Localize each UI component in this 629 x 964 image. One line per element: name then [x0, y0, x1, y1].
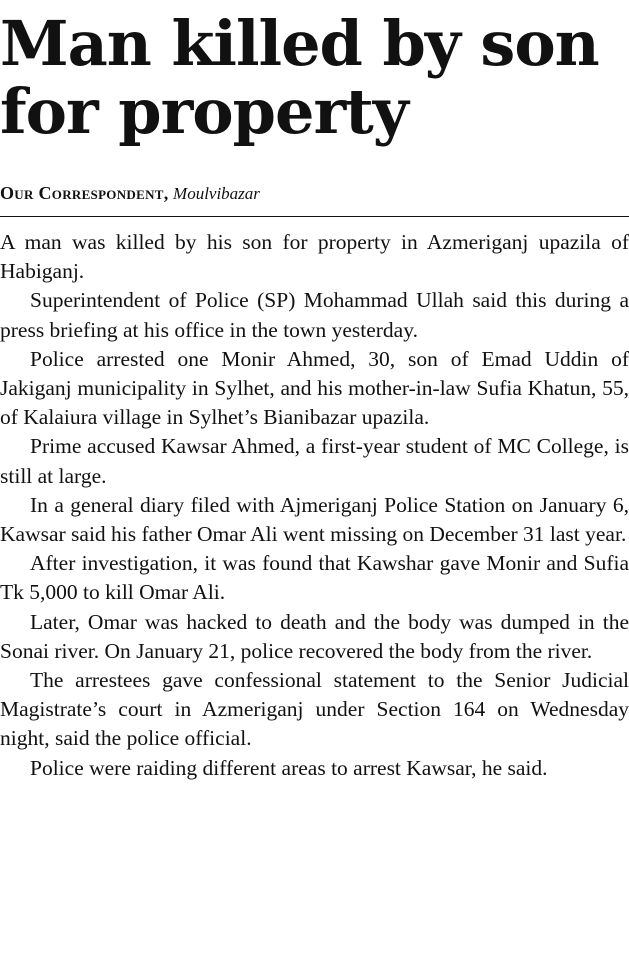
paragraph-1: A man was killed by his son for property in Azmeriganj upazila of Habiganj. [0, 230, 629, 284]
paragraph-8: The arrestees gave confessional statement to the Senior Judicial Magistrate’s court in Azmeriganj under Section 164 on Wednesday night, said the police official. [0, 668, 629, 751]
article-body [0, 228, 629, 783]
paragraph-2: Superintendent of Police (SP) Mohammad Ullah said this during a press briefing at his office in the town yesterday. [0, 288, 629, 342]
byline [0, 182, 260, 205]
headline-line-2: for property [0, 75, 408, 148]
paragraph-9: Police were raiding different areas to arrest Kawsar, he said. [30, 755, 548, 780]
paragraph-4: Prime accused Kawsar Ahmed, a first-year student of MC College, is still at large. [0, 434, 629, 488]
byline-author: Our Correspondent, [0, 183, 169, 203]
paragraph-7: Later, Omar was hacked to death and the body was dumped in the Sonai river. On January 21, police recovered the body from the river. [0, 609, 629, 663]
headline-line-1: Man killed by son [0, 7, 599, 80]
paragraph-5: In a general diary filed with Ajmeriganj Police Station on January 6, Kawsar said his father Omar Ali went missing on December 31 last year. [0, 492, 629, 547]
paragraph-3: Police arrested one Monir Ahmed, 30, son of Emad Uddin of Jakiganj municipality in Sylhet, and his mother-in-law Sufia Khatun, 55, of Kalaiura village in Sylhet’s Bianibazar upazila. [0, 346, 629, 430]
byline-location: Moulvibazar [173, 184, 260, 203]
headline [0, 7, 629, 148]
paragraph-6: After investigation, it was found that Kawshar gave Monir and Sufia Tk 5,000 to kill Omar Ali. [0, 551, 629, 605]
byline-divider [0, 216, 629, 217]
